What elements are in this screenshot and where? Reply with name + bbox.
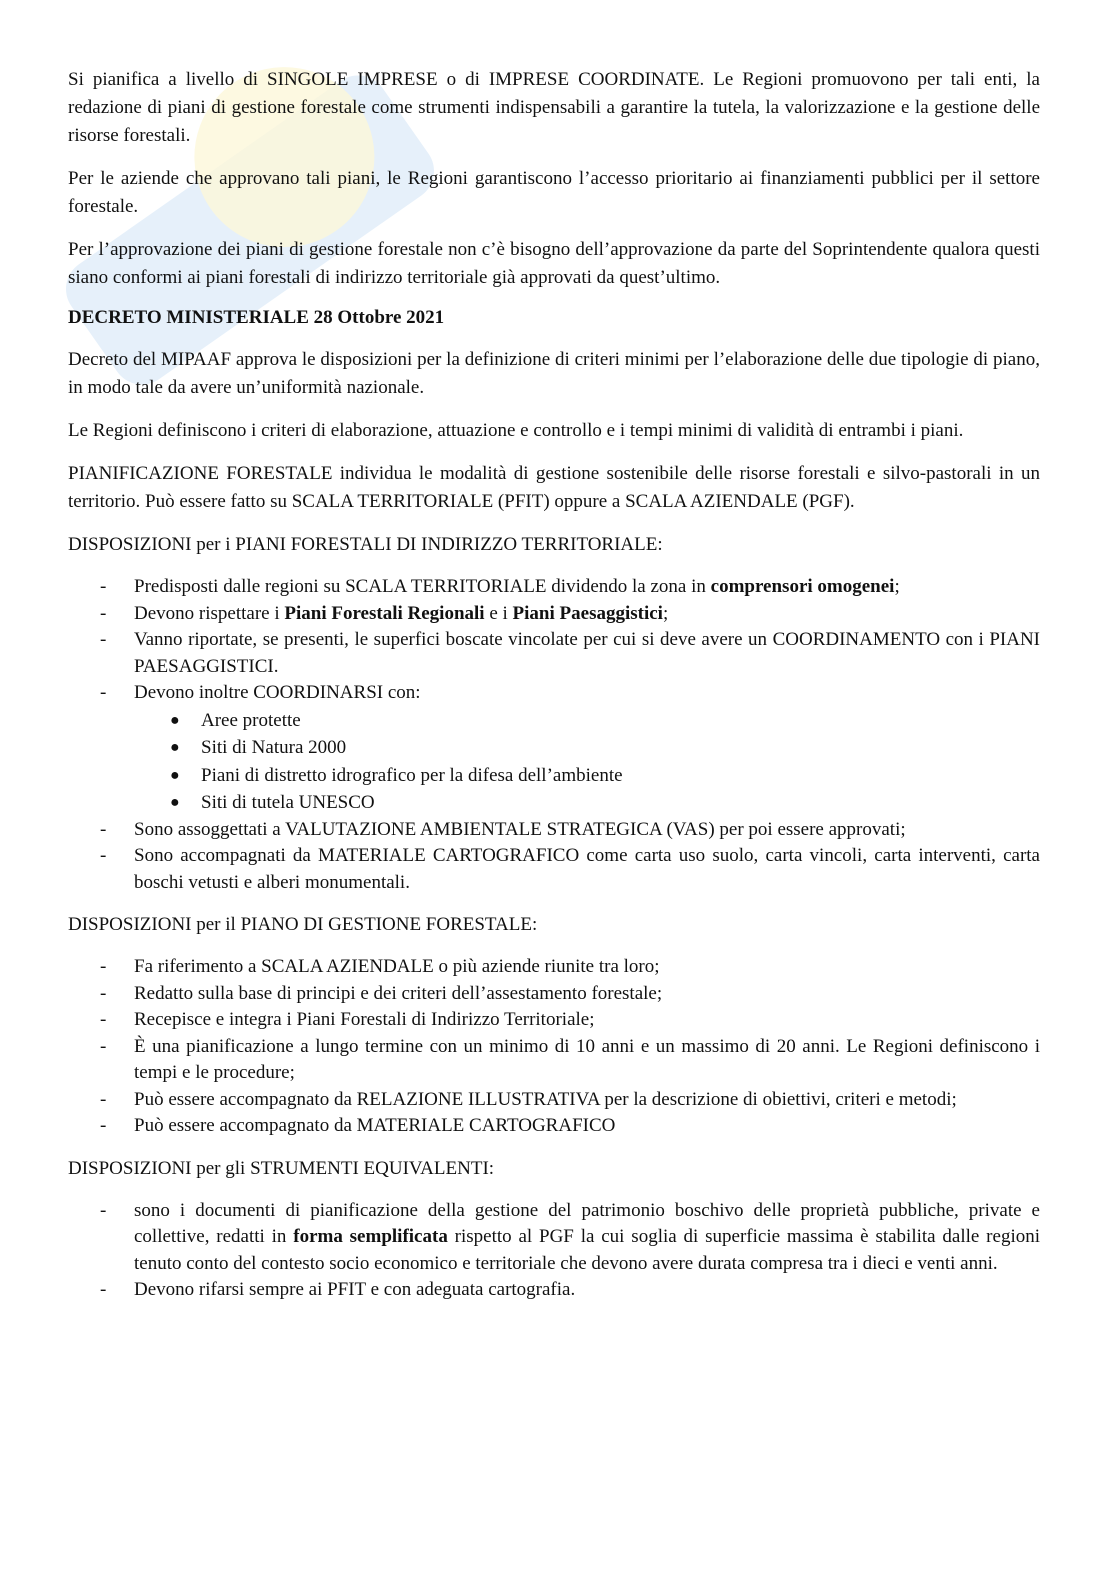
dash-marker: -: [100, 1199, 107, 1221]
list-item: - Recepisce e integra i Piani Forestali di Indirizzo Territoriale;: [68, 1007, 1040, 1034]
dash-marker: -: [100, 956, 107, 977]
sublist-item: ● Aree protette: [134, 707, 1040, 735]
list-item: - Sono accompagnati da MATERIALE CARTOGRAFICO come carta uso suolo, carta vincoli, carta interventi, carta boschi vetusti e alberi monumentali.: [100, 845, 1040, 893]
bullet-marker: ●: [170, 711, 180, 729]
dash-marker: -: [100, 845, 107, 866]
list-item: - Predisposti dalle regioni su SCALA TERRITORIALE dividendo la zona in comprensori omogenei;: [68, 574, 1040, 601]
bullet-marker: ●: [170, 739, 180, 756]
dash-marker: -: [100, 982, 107, 1004]
list-item: - Devono rispettare i Piani Forestali Regionali e i Piani Paesaggistici;: [68, 601, 1040, 628]
list-item: - Redatto sulla base di principi e dei criteri dell’assestamento forestale;: [68, 981, 1040, 1008]
list-item: - Fa riferimento a SCALA AZIENDALE o più aziende riunite tra loro;: [68, 954, 1040, 981]
dash-marker: -: [100, 629, 107, 650]
bullet-marker: ●: [170, 794, 180, 811]
equiv-heading: DISPOSIZIONI per gli STRUMENTI EQUIVALENTI:: [68, 1157, 495, 1179]
dash-marker: -: [100, 1088, 107, 1110]
decree-heading: DECRETO MINISTERIALE 28 Ottobre 2021: [68, 307, 445, 328]
list-item: - Può essere accompagnato da RELAZIONE ILLUSTRATIVA per la descrizione di obiettivi, criteri e metodi;: [68, 1087, 1040, 1114]
dash-marker: -: [100, 1009, 107, 1030]
intro-paragraph-3: Per l’approvazione dei piani di gestione forestale non c’è bisogno dell’approvazione da parte del Soprintendente qualora questi siano conformi ai piani forestali di indirizzo territoriale già approvati da quest’ultimo.: [68, 239, 1040, 288]
dash-marker: -: [100, 602, 107, 624]
list-item: - Sono assoggettati a VALUTAZIONE AMBIENTALE STRATEGICA (VAS) per poi essere approvati;: [68, 817, 1040, 844]
sublist-item: ● Siti di Natura 2000: [134, 734, 1040, 762]
list-item: - Può essere accompagnato da MATERIALE CARTOGRAFICO: [68, 1113, 1040, 1140]
decree-paragraph-1: Decreto del MIPAAF approva le disposizioni per la definizione di criteri minimi per l’elaborazione delle due tipologie di piano, in modo tale da avere un’uniformità nazionale.: [68, 349, 1040, 398]
pgf-heading: DISPOSIZIONI per il PIANO DI GESTIONE FORESTALE:: [68, 914, 538, 935]
equiv-list: [68, 1198, 1040, 1304]
dash-marker: -: [100, 1279, 107, 1300]
dash-marker: -: [100, 576, 107, 597]
sublist-item: ● Siti di tutela UNESCO: [134, 789, 1040, 817]
pgf-list: [68, 954, 1040, 1140]
decree-paragraph-2: Le Regioni definiscono i criteri di elaborazione, attuazione e controllo e i tempi minimi di validità di entrambi i piani.: [68, 420, 964, 441]
decree-paragraph-3: PIANIFICAZIONE FORESTALE individua le modalità di gestione sostenibile delle risorse forestali e silvo-pastorali in un territorio. Può essere fatto su SCALA TERRITORIALE (PFIT) oppure a SCALA AZIENDALE (PGF).: [68, 463, 1040, 512]
pfit-list: [68, 574, 1040, 896]
dash-marker: -: [100, 682, 107, 703]
document-page: [68, 66, 1040, 1319]
dash-marker: -: [100, 818, 107, 840]
list-item: - Vanno riportate, se presenti, le superfici boscate vincolate per cui si deve avere un COORDINAMENTO con i PIANI PAESAGGISTICI.: [100, 629, 1040, 677]
coordination-sublist: [134, 707, 1040, 817]
intro-paragraph-2: Per le aziende che approvano tali piani, le Regioni garantiscono l’accesso prioritario ai finanziamenti pubblici per il settore forestale.: [68, 168, 1040, 217]
dash-marker: -: [100, 1035, 107, 1057]
intro-paragraph-1: Si pianifica a livello di SINGOLE IMPRESE o di IMPRESE COORDINATE. Le Regioni promuovono per tali enti, la redazione di piani di gestione forestale come strumenti indispensabili a garantire la tutela, la valorizzazione e la gestione delle risorse forestali.: [68, 69, 1040, 146]
pfit-heading: DISPOSIZIONI per i PIANI FORESTALI DI INDIRIZZO TERRITORIALE:: [68, 534, 663, 555]
dash-marker: -: [100, 1115, 107, 1136]
list-item: - Devono rifarsi sempre ai PFIT e con adeguata cartografia.: [68, 1277, 1040, 1304]
list-item: - È una pianificazione a lungo termine con un minimo di 10 anni e un massimo di 20 anni. Le Regioni definiscono i tempi e le procedure;: [100, 1035, 1040, 1083]
list-item: - sono i documenti di pianificazione della gestione del patrimonio boschivo delle proprietà pubbliche, private e collettive, redatti in forma semplificata rispetto al PGF la cui soglia di superficie massima è stabilita dalle regioni tenuto conto del contesto socio economico e territoriale che devono avere durata compresa tra i dieci e venti anni.: [100, 1199, 1040, 1274]
bullet-marker: ●: [170, 766, 180, 784]
list-item: - Devono inoltre COORDINARSI con: ● Aree protette ● Siti di Natura 2000 ● Piani di distretto idrografico per la difesa dell’ambiente ● Siti di tutela UNESCO: [68, 680, 1040, 817]
sublist-item: ● Piani di distretto idrografico per la difesa dell’ambiente: [134, 762, 1040, 790]
